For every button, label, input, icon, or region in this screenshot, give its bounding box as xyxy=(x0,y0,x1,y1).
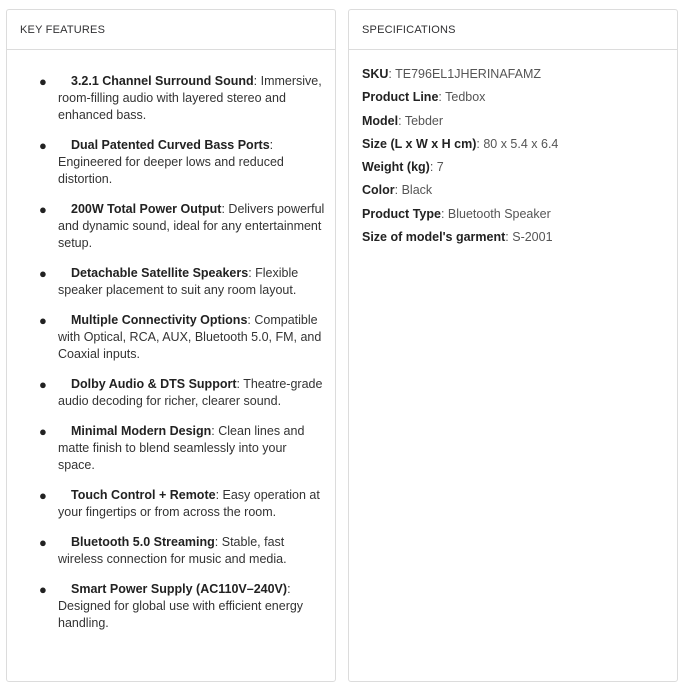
feature-description: : Delivers powerful and dynamic sound, ideal for any entertainment setup. xyxy=(58,202,325,250)
key-features-header: KEY FEATURES xyxy=(7,10,335,50)
spec-label: Model xyxy=(362,113,399,128)
feature-description: : Theatre-grade audio decoding for richer, clearer sound. xyxy=(58,377,323,408)
feature-item xyxy=(39,534,325,568)
feature-title: Dual Patented Curved Bass Ports xyxy=(71,138,270,152)
feature-item xyxy=(39,376,325,410)
feature-description: : Immersive, room-filling audio with layered stereo and enhanced bass. xyxy=(58,74,322,122)
feature-item xyxy=(39,201,325,252)
feature-description: : Clean lines and matte finish to blend seamlessly into your space. xyxy=(58,424,305,472)
spec-value: : Tebder xyxy=(398,113,444,128)
bullet-icon: ● xyxy=(39,266,47,281)
spec-label: Size (L x W x H cm) xyxy=(362,136,477,151)
spec-row-model xyxy=(362,113,677,130)
bullet-icon: ● xyxy=(39,488,47,503)
spec-label: SKU xyxy=(362,67,389,81)
spec-row-weight xyxy=(362,159,677,176)
spec-value: : 80 x 5.4 x 6.4 xyxy=(476,136,559,151)
spec-label: Size of model's garment xyxy=(362,230,506,245)
spec-value: : TE796EL1JHERINAFAMZ xyxy=(388,67,542,81)
bullet-icon: ● xyxy=(39,138,47,153)
spec-value: : Tedbox xyxy=(438,90,486,105)
spec-row-model-garment-size xyxy=(362,229,677,246)
feature-description: : Easy operation at your fingertips or from across the room. xyxy=(58,488,320,519)
feature-title: Bluetooth 5.0 Streaming xyxy=(71,535,215,549)
feature-title: Detachable Satellite Speakers xyxy=(71,266,249,280)
feature-description: : Flexible speaker placement to suit any room layout. xyxy=(58,266,299,297)
spec-row-color xyxy=(362,182,677,199)
feature-title: 3.2.1 Channel Surround Sound xyxy=(71,74,254,88)
feature-title: Dolby Audio & DTS Support xyxy=(71,377,237,391)
specifications-header: SPECIFICATIONS xyxy=(349,10,677,50)
bullet-icon: ● xyxy=(39,424,47,439)
features-list xyxy=(7,50,335,632)
spec-value: : S-2001 xyxy=(505,230,553,245)
feature-item xyxy=(39,423,325,474)
feature-description: : Designed for global use with efficient energy handling. xyxy=(58,582,304,630)
spec-row-product-type xyxy=(362,206,677,223)
spec-value: : Black xyxy=(394,183,433,198)
feature-title: Minimal Modern Design xyxy=(71,424,212,438)
specifications-list xyxy=(349,50,677,246)
feature-item xyxy=(39,312,325,363)
bullet-icon: ● xyxy=(39,582,47,597)
spec-row-product-line xyxy=(362,89,677,106)
bullet-icon: ● xyxy=(39,377,47,392)
spec-label: Product Type xyxy=(362,206,441,221)
feature-description: : Stable, fast wireless connection for music and media. xyxy=(58,535,287,566)
feature-item xyxy=(39,487,325,521)
spec-row-size xyxy=(362,136,677,153)
feature-item xyxy=(39,137,325,188)
feature-title: Multiple Connectivity Options xyxy=(71,313,248,327)
bullet-icon: ● xyxy=(39,202,47,217)
feature-description: : Compatible with Optical, RCA, AUX, Bluetooth 5.0, FM, and Coaxial inputs. xyxy=(58,313,322,361)
feature-title: 200W Total Power Output xyxy=(71,202,222,216)
feature-description: : Engineered for deeper lows and reduced distortion. xyxy=(58,138,284,186)
bullet-icon: ● xyxy=(39,313,47,328)
spec-label: Weight (kg) xyxy=(362,160,430,175)
feature-item xyxy=(39,265,325,299)
key-features-panel xyxy=(6,9,336,682)
specifications-panel xyxy=(348,9,678,682)
feature-item xyxy=(39,581,325,632)
spec-value: : 7 xyxy=(429,160,444,175)
feature-item xyxy=(39,73,325,124)
spec-label: Product Line xyxy=(362,90,439,105)
bullet-icon: ● xyxy=(39,74,47,89)
spec-row-sku xyxy=(362,66,677,83)
feature-title: Touch Control + Remote xyxy=(71,488,216,502)
bullet-icon: ● xyxy=(39,535,47,550)
spec-label: Color xyxy=(362,183,395,198)
spec-value: : Bluetooth Speaker xyxy=(440,206,551,221)
feature-title: Smart Power Supply (AC110V–240V) xyxy=(71,582,288,596)
